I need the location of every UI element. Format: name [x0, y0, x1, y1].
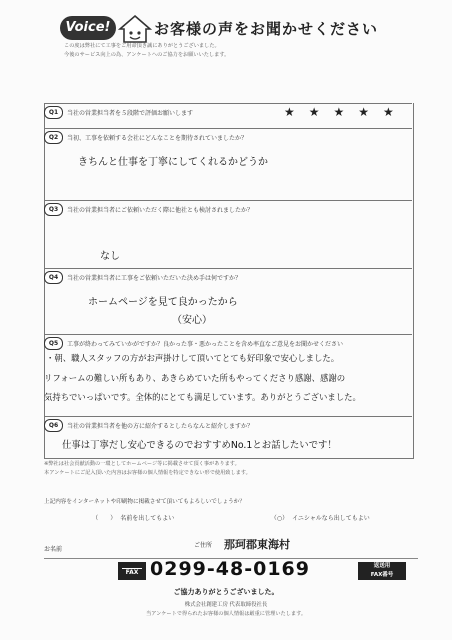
- rating-stars: ★★★★★: [284, 105, 408, 119]
- fax-label: 返送用 FAX番号: [358, 562, 406, 580]
- question-text: 工事が終わってみていかがですか？良かった事・悪かったことを含め率直なご意見をお聞かせください: [67, 341, 343, 348]
- question-text: 当社の営業担当者を他の方に紹介するとしたらなんと紹介しますか？: [67, 423, 254, 430]
- footer-text: 当アンケートで得られたお客様の個人情報は厳重に管理いたします。: [145, 611, 307, 617]
- question-number: Q5: [44, 337, 63, 350]
- question-number: Q6: [44, 419, 63, 432]
- question-number: Q2: [44, 131, 63, 144]
- question-4: [44, 268, 412, 335]
- name-address-row: [44, 528, 418, 559]
- handwritten-answer: なし: [100, 251, 120, 262]
- handwritten-answer: 仕事は丁寧だし安心できるのでおすすめNo.1とお話したいです！: [62, 440, 337, 451]
- fax-icon: FAX: [118, 562, 146, 580]
- voice-badge: Voice!: [60, 16, 116, 40]
- consent-option-initial[interactable]: （○） イニシャルなら出してもよい: [270, 514, 370, 522]
- intro-text: この度は弊社にて工事をご用命頂き誠にありがとうございました。 今後のサービス向上の為、アンケートへのご協力をお願いいたします。: [64, 43, 230, 58]
- question-3: [44, 200, 412, 269]
- question-number: Q3: [44, 203, 63, 216]
- fax-section: [118, 560, 418, 580]
- company-name: 株式会社創建工房 代表取締役社長: [184, 602, 268, 608]
- handwritten-answer: 気持ちでいっぱいです。全体的にとても満足しています。ありがとうございました。: [44, 392, 361, 402]
- question-number: Q4: [44, 271, 63, 284]
- question-text: 当社の営業担当者にご依頼いただく際に他社とも検討されましたか？: [67, 207, 254, 214]
- question-5: [44, 334, 412, 417]
- handwritten-answer: リフォームの難しい所もあり、あきらめていた所もやってくださり感謝、感謝の: [44, 373, 346, 383]
- question-6: [44, 416, 412, 459]
- question-number: Q1: [44, 106, 63, 119]
- address-value: 那珂郡東海村: [224, 538, 290, 551]
- consent-option-name[interactable]: （ ） 名前を出してもよい: [92, 514, 175, 522]
- handwritten-answer: （安心）: [172, 315, 212, 326]
- selected-mark: ○: [276, 514, 283, 522]
- consent-question: 上記内容をインターネットや印刷物に掲載させて頂いてもよろしいでしょうか？: [44, 499, 245, 505]
- address-label: ご住所: [194, 542, 213, 549]
- handwritten-answer: ・朝、職人スタッフの方がお声掛けして頂いてとても好印象で安心しました。: [46, 353, 340, 363]
- question-text: 当社の営業担当者に工事をご依頼いただいた決め手は何ですか？: [67, 275, 242, 282]
- house-icon: [118, 14, 152, 44]
- consent-options: [44, 511, 418, 523]
- notes: ※弊社は社会貢献活動の一環としてホームページ等に掲載させて頂く事があります。 本アンケートにご記入頂いた内容はお客様の個人情報を特定できない形で使用致します。: [44, 461, 251, 476]
- thanks-text: ご協力ありがとうございました。: [173, 588, 279, 596]
- question-2: [44, 128, 412, 201]
- name-label: お名前: [44, 546, 63, 553]
- question-1: [44, 103, 412, 129]
- question-text: 当社の営業担当者を５段階で評価お願いします: [67, 110, 194, 117]
- page-title: お客様の声をお聞かせください: [154, 20, 379, 38]
- handwritten-answer: ホームページを見て良かったから: [88, 297, 238, 308]
- handwritten-answer: きちんと仕事を丁寧にしてくれるかどうか: [78, 157, 268, 168]
- fax-number: 0299-48-0169: [150, 558, 310, 580]
- question-text: 当初、工事を依頼する会社にどんなことを期待されていましたか？: [67, 135, 248, 142]
